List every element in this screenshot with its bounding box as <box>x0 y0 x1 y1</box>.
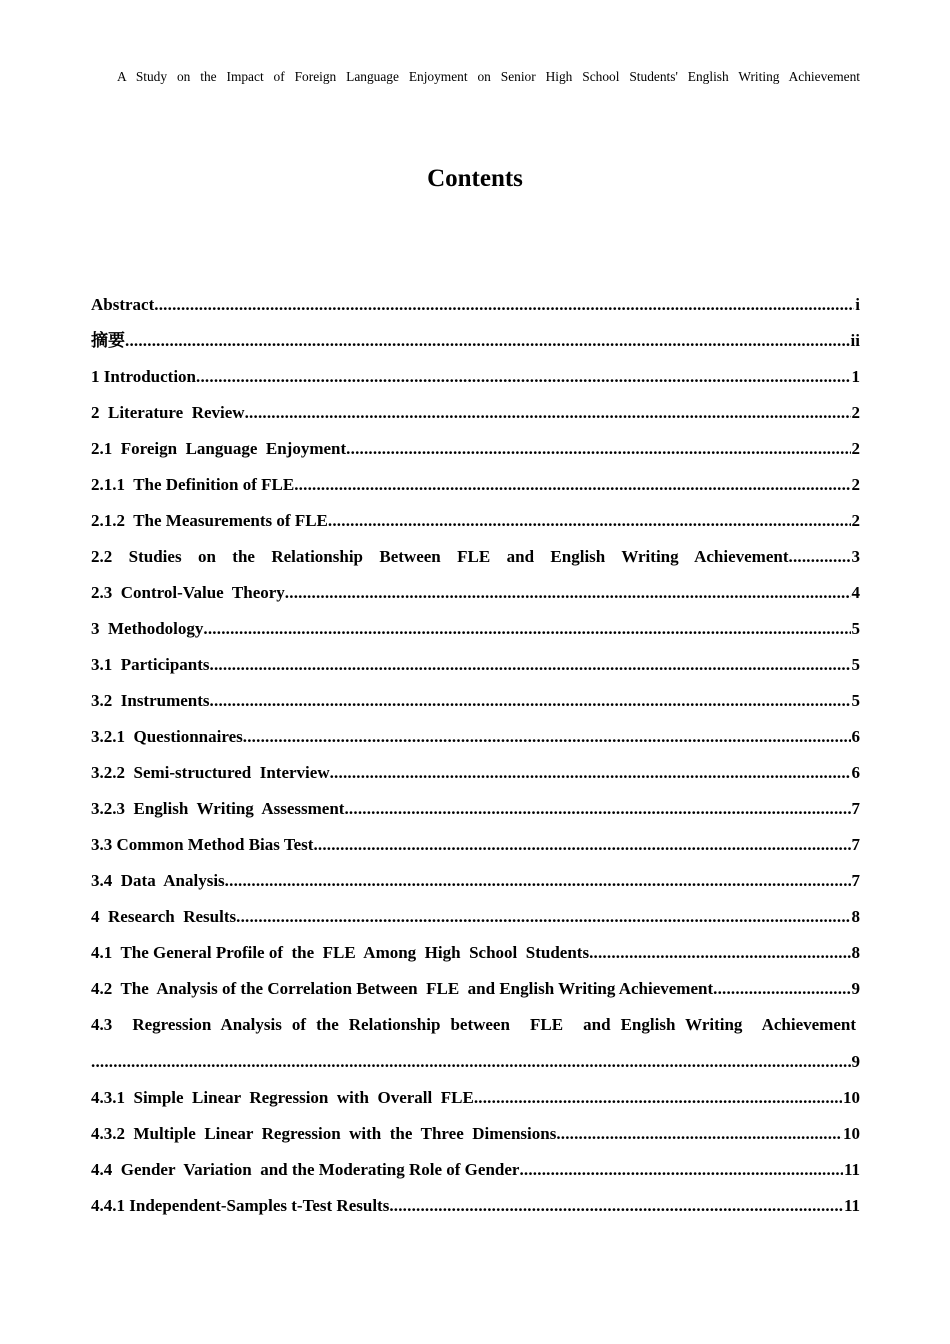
leader-dots <box>236 905 850 929</box>
toc-entry-2-3[interactable] <box>91 581 860 617</box>
leader-dots <box>210 653 851 677</box>
toc-entry-3-3[interactable] <box>91 833 860 869</box>
toc-entry-abstract[interactable] <box>91 293 860 329</box>
toc-entry-3-2-3[interactable] <box>91 797 860 833</box>
toc-page-number: 1 <box>851 367 860 386</box>
toc-entry-label: 4.3.1 Simple Linear Regression with Overall FLE <box>91 1088 474 1107</box>
toc-entry-label: 3.2.2 Semi-structured Interview <box>91 763 330 782</box>
leader-dots <box>556 1122 842 1146</box>
toc-entry-4-3-2[interactable] <box>91 1122 860 1158</box>
toc-page-number: 7 <box>851 871 860 890</box>
toc-page-number: 5 <box>851 619 860 638</box>
toc-entry-2-1-1[interactable] <box>91 473 860 509</box>
toc-entry-3-2-1[interactable] <box>91 725 860 761</box>
toc-entry-label: 3 Methodology <box>91 619 204 638</box>
toc-entry-label: 4 Research Results <box>91 907 237 926</box>
toc-entry-label: 2.3 Control-Value Theory <box>91 583 285 602</box>
page-title: Contents <box>427 165 523 192</box>
toc-entry-label: 2 Literature Review <box>91 403 245 422</box>
toc-page-number: 11 <box>843 1196 860 1215</box>
toc-entry-label: 3.2.1 Questionnaires <box>91 727 243 746</box>
toc-entry-3-2[interactable] <box>91 689 860 725</box>
toc-entry-label: 4.1 The General Profile of the FLE Among High School Students <box>91 943 590 962</box>
leader-dots <box>474 1086 842 1110</box>
leader-dots <box>346 437 850 461</box>
toc-page-number: 10 <box>843 1124 860 1143</box>
toc-page-number: 7 <box>851 799 860 818</box>
toc-entry-3-1[interactable] <box>91 653 860 689</box>
toc-entry-label: 4.4.1 Independent-Samples t-Test Results <box>91 1196 390 1215</box>
leader-dots <box>203 617 850 641</box>
toc-page-number: 10 <box>843 1088 860 1107</box>
leader-dots <box>91 1050 851 1074</box>
toc-entry-label: 1 Introduction <box>91 367 197 386</box>
toc-entry-4-1[interactable] <box>91 941 860 977</box>
toc-page-number: 6 <box>851 727 860 746</box>
toc-entry-1[interactable] <box>91 365 860 401</box>
leader-dots <box>313 833 850 857</box>
leader-dots <box>713 977 850 1001</box>
leader-dots <box>589 941 850 965</box>
leader-dots <box>330 761 851 785</box>
toc-entry-label: 3.1 Participants <box>91 655 210 674</box>
table-of-contents <box>91 293 860 1230</box>
toc-entry-4[interactable] <box>91 905 860 941</box>
leader-dots <box>294 473 850 497</box>
leader-dots <box>789 545 851 569</box>
toc-entry-label: 3.4 Data Analysis <box>91 871 225 890</box>
leader-dots <box>519 1158 842 1182</box>
leader-dots <box>225 869 851 893</box>
toc-entry-label: 2.1.1 The Definition of FLE <box>91 475 295 494</box>
toc-page-number: 2 <box>851 403 860 422</box>
toc-entry-label: 4.3 Regression Analysis of the Relationship between FLE and English Writing Achievement <box>91 1015 856 1034</box>
leader-dots <box>154 293 854 317</box>
toc-entry-4-2[interactable] <box>91 977 860 1013</box>
leader-dots <box>196 365 850 389</box>
toc-entry-3-4[interactable] <box>91 869 860 905</box>
toc-page-number: 9 <box>851 1052 860 1071</box>
leader-dots <box>389 1194 843 1218</box>
toc-page-number: 2 <box>851 475 860 494</box>
leader-dots <box>210 689 851 713</box>
toc-page-number: 8 <box>851 943 860 962</box>
toc-entry-chinese-abstract[interactable] <box>91 329 860 365</box>
leader-dots <box>243 725 851 749</box>
toc-entry-3-2-2[interactable] <box>91 761 860 797</box>
toc-entry-2-1[interactable] <box>91 437 860 473</box>
toc-page-number: 4 <box>851 583 860 602</box>
toc-entry-label: 3.3 Common Method Bias Test <box>91 835 314 854</box>
leader-dots <box>125 329 850 353</box>
leader-dots <box>245 401 851 425</box>
toc-entry-2-1-2[interactable] <box>91 509 860 545</box>
toc-page-number: 5 <box>851 691 860 710</box>
leader-dots <box>344 797 850 821</box>
toc-page-number: 11 <box>843 1160 860 1179</box>
toc-entry-label: 3.2.3 English Writing Assessment <box>91 799 345 818</box>
toc-page-number: i <box>855 295 860 314</box>
toc-entry-2[interactable] <box>91 401 860 437</box>
toc-entry-3[interactable] <box>91 617 860 653</box>
running-header: A Study on the Impact of Foreign Language Enjoyment on Senior High School Students' English Writing Achievement <box>117 69 860 84</box>
toc-page-number: 5 <box>851 655 860 674</box>
toc-entry-4-3-continuation[interactable] <box>91 1050 860 1086</box>
toc-entry-label: 2.1.2 The Measurements of FLE <box>91 511 328 530</box>
leader-dots <box>285 581 851 605</box>
toc-entry-label: 3.2 Instruments <box>91 691 210 710</box>
toc-entry-label: 2.2 Studies on the Relationship Between FLE and English Writing Achievement <box>91 547 789 566</box>
toc-entry-4-3[interactable] <box>91 1013 860 1050</box>
toc-entry-label: 4.4 Gender Variation and the Moderating Role of Gender <box>91 1160 520 1179</box>
toc-page-number: ii <box>850 331 860 350</box>
toc-page-number: 3 <box>851 547 860 566</box>
toc-entry-label: 4.2 The Analysis of the Correlation Between FLE and English Writing Achievement <box>91 979 714 998</box>
toc-page-number: 6 <box>851 763 860 782</box>
toc-page-number: 2 <box>851 439 860 458</box>
toc-page-number: 7 <box>851 835 860 854</box>
toc-page-number: 9 <box>851 979 860 998</box>
toc-entry-label: 2.1 Foreign Language Enjoyment <box>91 439 347 458</box>
toc-page-number: 8 <box>851 907 860 926</box>
toc-entry-label: 摘要 <box>91 331 125 350</box>
toc-entry-label: 4.3.2 Multiple Linear Regression with the Three Dimensions <box>91 1124 557 1143</box>
toc-entry-label: Abstract <box>91 295 155 314</box>
toc-entry-4-4-1[interactable] <box>91 1194 860 1230</box>
leader-dots <box>328 509 851 533</box>
toc-entry-2-2[interactable] <box>91 545 860 581</box>
toc-entry-4-3-1[interactable] <box>91 1086 860 1122</box>
toc-entry-4-4[interactable] <box>91 1158 860 1194</box>
toc-page-number: 2 <box>851 511 860 530</box>
